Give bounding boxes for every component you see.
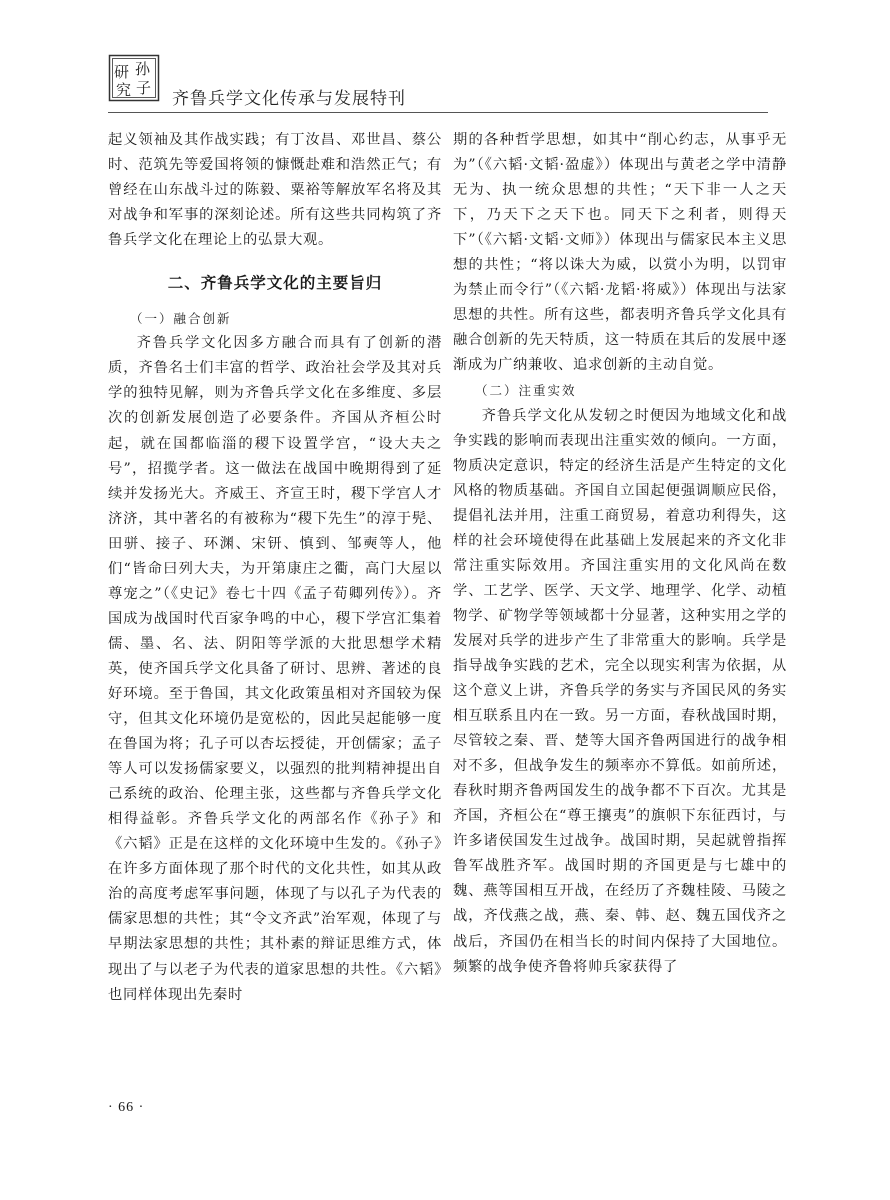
journal-title: 齐鲁兵学文化传承与发展特刊 bbox=[172, 89, 406, 109]
right-paragraph-1: 期的各种哲学思想，如其中“削心约志，从事乎无为”（《六韬·文韬·盈虚》）体现出与黄老之学中清静无为、执一统众思想的共性；“天下非一人之天下，乃天下之天下也。同天下之利者，则得天下”（《六韬·文韬·文师》）体现出与儒家民本主义思想的共性；“将以诛大为威，以赏小为明，以罚审为禁止而令行”（《六韬·龙韬·将威》）体现出与法家思想的共性。所有这些，都表明齐鲁兵学文化具有融合创新的先天特质，这一特质在其后的发展中逐渐成为广纳兼收、追求创新的主动自觉。 bbox=[453, 132, 787, 374]
page-number: · 66 · bbox=[108, 1100, 145, 1115]
left-column bbox=[108, 128, 442, 1008]
logo-char-sun: 孙 bbox=[135, 60, 151, 78]
left-paragraph-1: 起义领袖及其作战实践；有丁汝昌、邓世昌、蔡公时、范筑先等爱国将领的慷慨赴难和浩然正气；有曾经在山东战斗过的陈毅、粟裕等解放军名将及其对战争和军事的深刻论述。所有这些共同构筑了齐鲁兵学文化在理论上的弘景大观。 bbox=[108, 132, 442, 249]
subsection-title-1: （一）融合创新 bbox=[130, 311, 232, 327]
journal-logo bbox=[108, 54, 160, 102]
logo-char-jiu: 究 bbox=[116, 81, 132, 99]
logo-char-zi: 子 bbox=[136, 79, 152, 97]
right-paragraph-2: 齐鲁兵学文化从发轫之时便因为地域文化和战争实践的影响而表现出注重实效的倾向。一方面，物质决定意识，特定的经济生活是产生特定的文化风格的物质基础。齐国自立国起便强调顺应民俗，提倡礼法并用，注重工商贸易，着意功利得失，这样的社会环境使得在此基础上发展起来的齐文化非常注重实际效用。齐国注重实用的文化风尚在数学、工艺学、医学、天文学、地理学、化学、动植物学、矿物学等领域都十分显著，这种实用之学的发展对兵学的进步产生了非常重大的影响。兵学是指导战争实践的艺术，完全以现实利害为依据，从这个意义上讲，齐鲁兵学的务实与齐国民风的务实相互联系且内在一致。另一方面，春秋战国时期，尽管较之秦、晋、楚等大国齐鲁两国进行的战争相对不多，但战争发生的频率亦不算低。如前所述，春秋时期齐鲁两国发生的战争都不下百次。尤其是齐国，齐桓公在“尊王攘夷”的旗帜下东征西讨，与许多诸侯国发生过战争。战国时期，吴起就曾指挥鲁军战胜齐军。战国时期的齐国更是与七雄中的魏、燕等国相互开战，在经历了齐魏桂陵、马陵之战，齐伐燕之战，燕、秦、韩、赵、魏五国伐齐之战后，齐国仍在相当长的时间内保持了大国地位。频繁的战争使齐鲁将帅兵家获得了 bbox=[453, 407, 787, 975]
journal-header bbox=[108, 54, 768, 113]
logo-char-yan: 研 bbox=[114, 63, 130, 81]
subsection-title-2: （二）注重实效 bbox=[475, 383, 577, 399]
section-title: 二、齐鲁兵学文化的主要旨归 bbox=[167, 274, 383, 293]
left-paragraph-2: 齐鲁兵学文化因多方融合而具有了创新的潜质，齐鲁名士们丰富的哲学、政治社会学及其对兵学的独特见解，则为齐鲁兵学文化在多维度、多层次的创新发展创造了必要条件。齐国从齐桓公时起，就在国都临淄的稷下设置学宫，“设大夫之号”，招揽学者。这一做法在战国中晚期得到了延续并发扬光大。齐威王、齐宣王时，稷下学宫人才济济，其中著名的有被称为“稷下先生”的淳于髡、田骈、接子、环渊、宋钘、慎到、邹奭等人，他们“皆命曰列大夫，为开第康庄之衢，高门大屋以尊宠之”（《史记》卷七十四《孟子荀卿列传》）。齐国成为战国时代百家争鸣的中心，稷下学宫汇集着儒、墨、名、法、阴阳等学派的大批思想学术精英，使齐国兵学文化具备了研讨、思辨、著述的良好环境。至于鲁国，其文化政策虽相对齐国较为保守，但其文化环境仍是宽松的，因此吴起能够一度在鲁国为将；孔子可以杏坛授徒，开创儒家；孟子等人可以发扬儒家要义，以强烈的批判精神提出自己系统的政治、伦理主张，这些都与齐鲁兵学文化相得益彰。齐鲁兵学文化的两部名作《孙子》和《六韬》正是在这样的文化环境中生发的。《孙子》在许多方面体现了那个时代的文化共性，如其从政治的高度考虑军事问题，体现了与以孔子为代表的儒家思想的共性；其“令文齐武”治军观，体现了与早期法家思想的共性；其朴素的辩证思维方式，体现出了与以老子为代表的道家思想的共性。《六韬》也同样体现出先秦时 bbox=[108, 335, 442, 1003]
right-column bbox=[453, 128, 787, 980]
